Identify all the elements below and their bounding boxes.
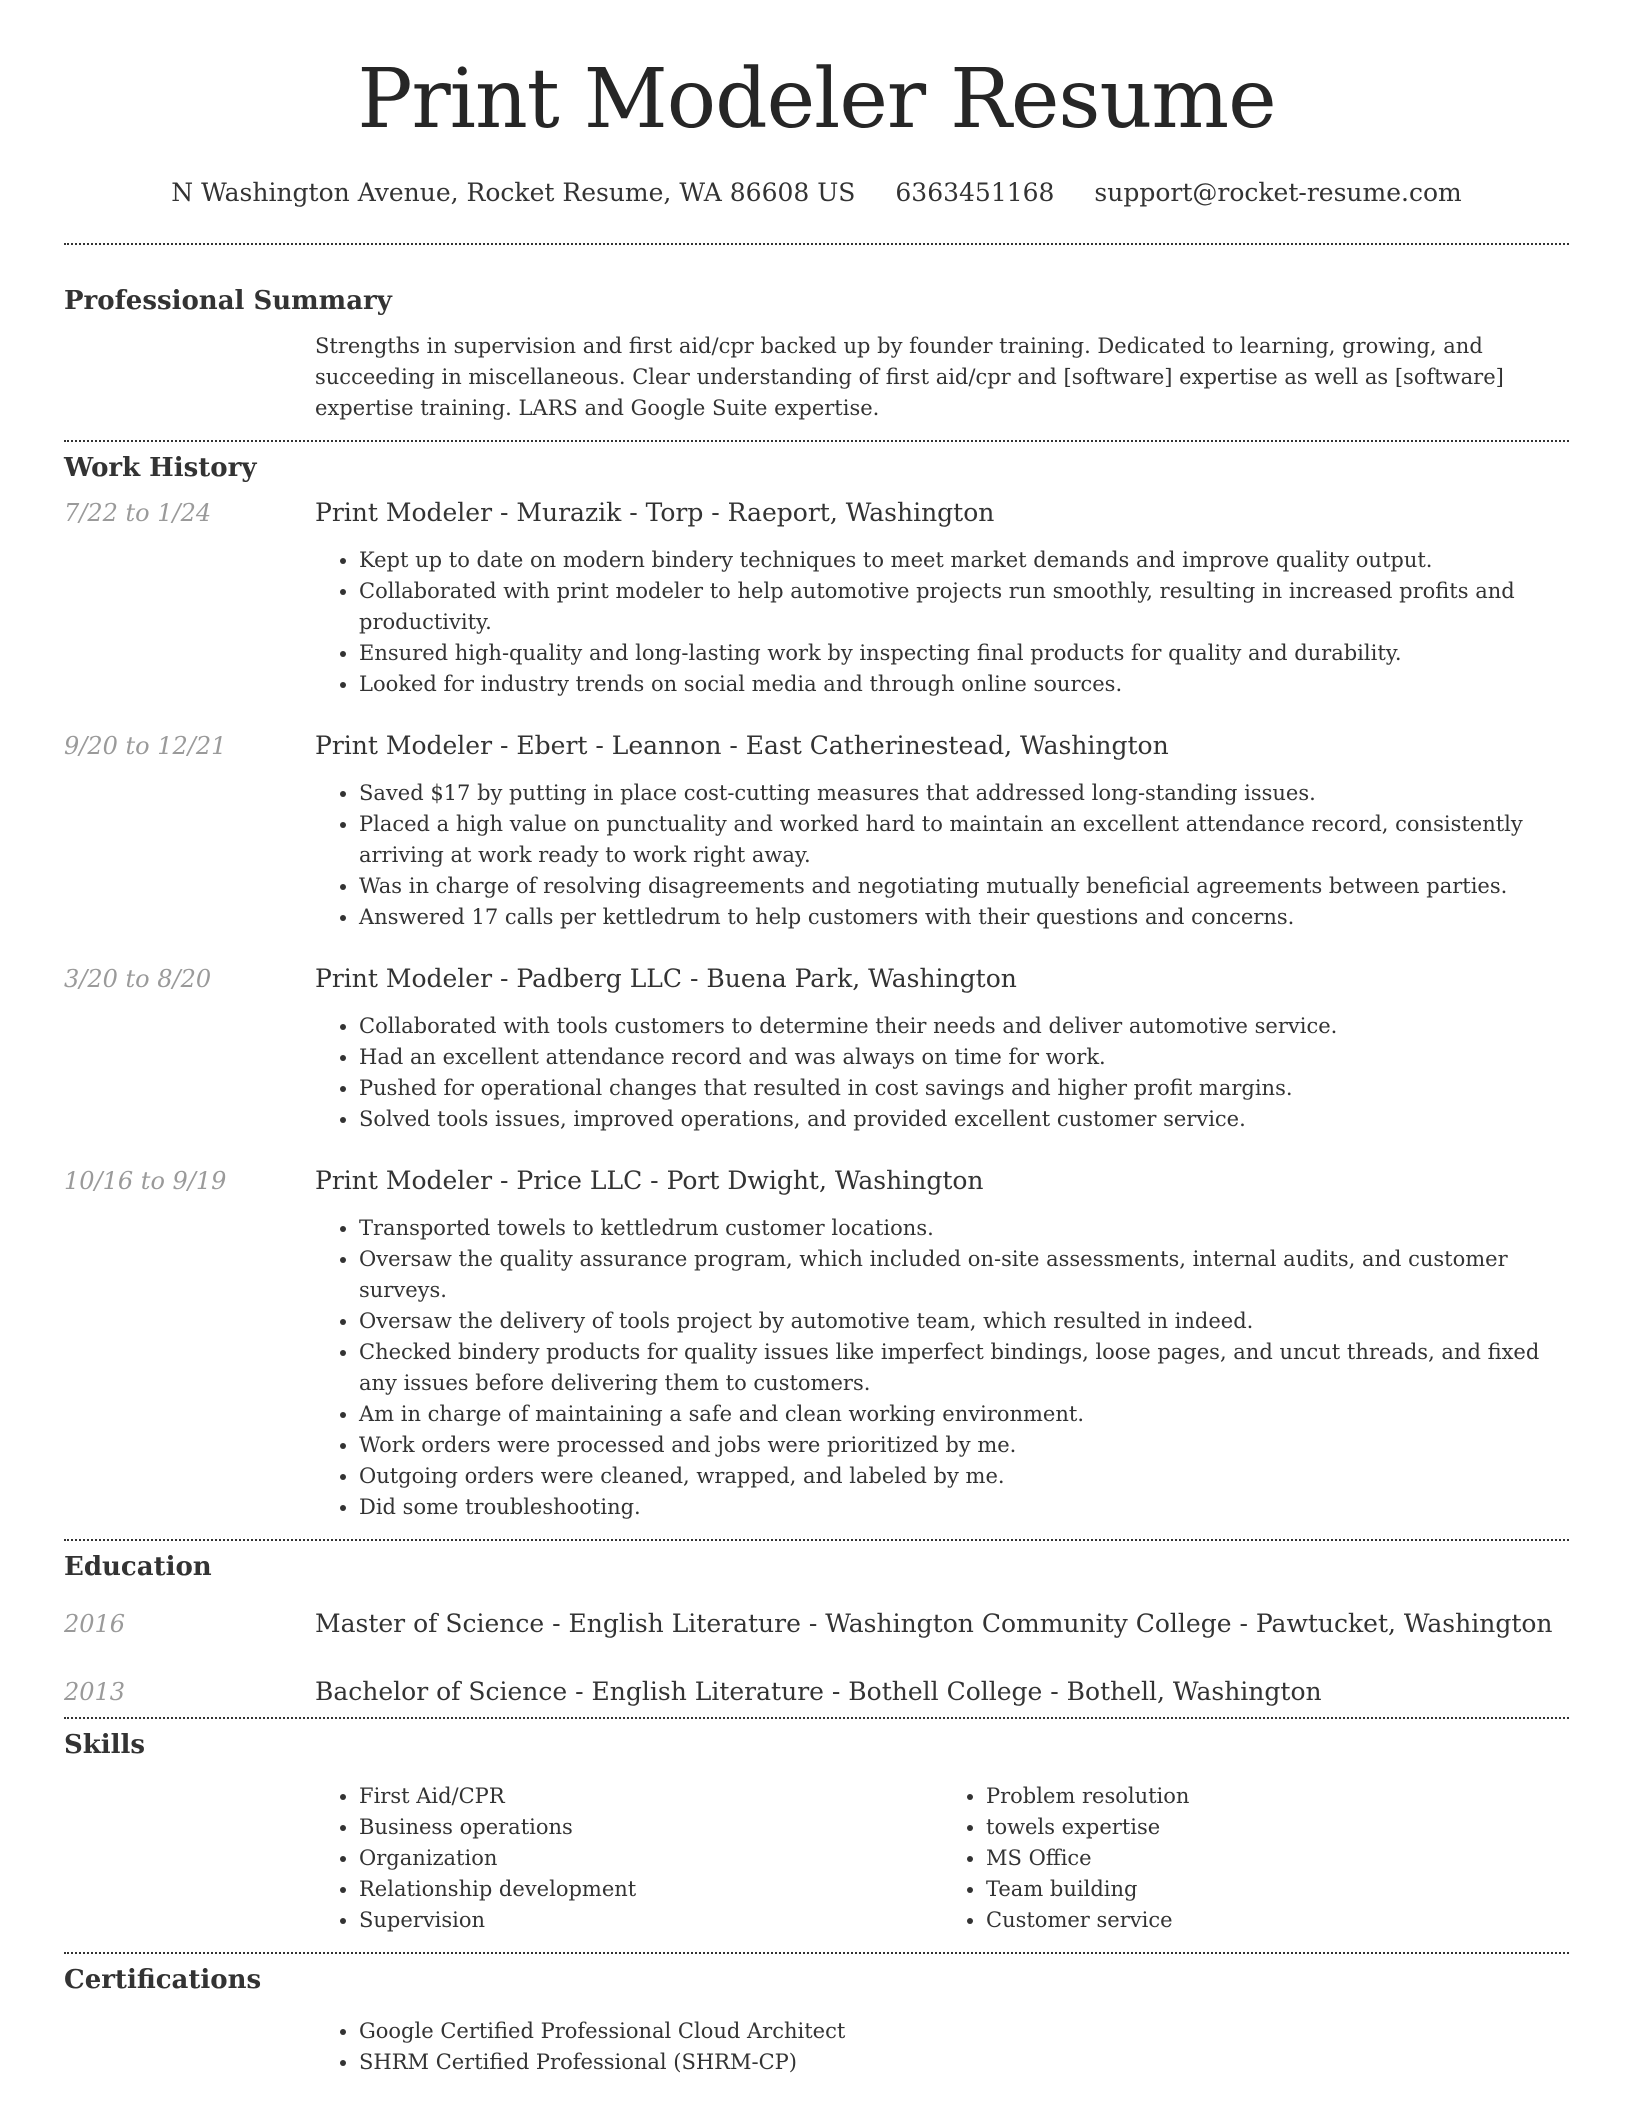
divider: [64, 1539, 1569, 1541]
list-item: • Had an excellent attendance record and was always on time for work.: [359, 1042, 1569, 1073]
skill-item: • Supervision: [359, 1905, 942, 1936]
list-item: • Saved $17 by putting in place cost-cutting measures that addressed long-standing issues.: [359, 778, 1569, 809]
contact-phone: 6363451168: [895, 178, 1055, 207]
job-entry: [64, 964, 1569, 1135]
education-section: [64, 1551, 1569, 1717]
job-title: Print Modeler - Murazik - Torp - Raeport, Washington: [315, 498, 995, 527]
job-entry: [64, 498, 1569, 700]
skills-list-left: [315, 1781, 942, 1936]
education-entry: [64, 1609, 1569, 1677]
list-item: • Kept up to date on modern bindery techniques to meet market demands and improve quality output.: [359, 545, 1569, 576]
skill-item: • towels expertise: [986, 1812, 1569, 1843]
education-year: 2013: [64, 1678, 126, 1706]
skill-item: • Organization: [359, 1843, 942, 1874]
job-title: Print Modeler - Ebert - Leannon - East Catherinestead, Washington: [315, 731, 1169, 760]
skill-item: • MS Office: [986, 1843, 1569, 1874]
certification-item: • SHRM Certified Professional (SHRM-CP): [359, 2047, 1569, 2078]
list-item: • Collaborated with print modeler to help automotive projects run smoothly, resulting in increased profits and productivity.: [359, 576, 1569, 638]
resume-title: Print Modeler Resume: [357, 52, 1276, 147]
section-title-skills: Skills: [64, 1730, 146, 1760]
divider: [64, 440, 1569, 442]
divider: [64, 243, 1569, 245]
list-item: • Was in charge of resolving disagreements and negotiating mutually beneficial agreements between parties.: [359, 871, 1569, 902]
skill-item: • Team building: [986, 1874, 1569, 1905]
job-bullets: [315, 1011, 1569, 1135]
list-item: • Did some troubleshooting.: [359, 1492, 1569, 1523]
job-dates: 7/22 to 1/24: [64, 499, 212, 527]
education-entry: [64, 1677, 1569, 1717]
job-dates: 10/16 to 9/19: [64, 1167, 227, 1195]
job-bullets: [315, 778, 1569, 933]
skill-item: • Business operations: [359, 1812, 942, 1843]
list-item: • Pushed for operational changes that resulted in cost savings and higher profit margins.: [359, 1073, 1569, 1104]
list-item: • Oversaw the delivery of tools project by automotive team, which resulted in indeed.: [359, 1306, 1569, 1337]
skill-item: • Customer service: [986, 1905, 1569, 1936]
education-year: 2016: [64, 1610, 126, 1638]
list-item: • Solved tools issues, improved operations, and provided excellent customer service.: [359, 1104, 1569, 1135]
summary-section: [64, 285, 1569, 424]
job-dates: 9/20 to 12/21: [64, 732, 227, 760]
list-item: • Ensured high-quality and long-lasting work by inspecting final products for quality and durability.: [359, 638, 1569, 669]
resume-page: [64, 0, 1569, 2078]
work-history-section: [64, 452, 1569, 1523]
contact-address: N Washington Avenue, Rocket Resume, WA 86608 US: [171, 178, 856, 207]
list-item: • Work orders were processed and jobs were prioritized by me.: [359, 1430, 1569, 1461]
job-entry: [64, 1166, 1569, 1523]
list-item: • Oversaw the quality assurance program, which included on-site assessments, internal audits, and customer surveys.: [359, 1244, 1569, 1306]
job-dates: 3/20 to 8/20: [64, 965, 212, 993]
section-title-education: Education: [64, 1552, 212, 1582]
skills-section: [64, 1729, 1569, 1936]
list-item: • Outgoing orders were cleaned, wrapped, and labeled by me.: [359, 1461, 1569, 1492]
job-bullets: [315, 1213, 1569, 1523]
certifications-list: [315, 2016, 1569, 2078]
divider: [64, 1717, 1569, 1719]
list-item: • Am in charge of maintaining a safe and clean working environment.: [359, 1399, 1569, 1430]
contact-line: [64, 178, 1569, 208]
education-degree: Bachelor of Science - English Literature - Bothell College - Bothell, Washington: [315, 1677, 1322, 1706]
list-item: • Transported towels to kettledrum customer locations.: [359, 1213, 1569, 1244]
job-title: Print Modeler - Padberg LLC - Buena Park, Washington: [315, 964, 1017, 993]
list-item: • Looked for industry trends on social media and through online sources.: [359, 669, 1569, 700]
job-entry: [64, 731, 1569, 933]
certifications-section: [64, 1964, 1569, 2078]
skill-item: • First Aid/CPR: [359, 1781, 942, 1812]
divider: [64, 1952, 1569, 1954]
education-degree: Master of Science - English Literature - Washington Community College - Pawtucket, Washington: [315, 1609, 1553, 1638]
skills-grid: [315, 1781, 1569, 1936]
list-item: • Checked bindery products for quality issues like imperfect bindings, loose pages, and uncut threads, and fixed any issues before delivering them to customers.: [359, 1337, 1569, 1399]
summary-text: Strengths in supervision and first aid/cpr backed up by founder training. Dedicated to learning, growing, and succeeding in miscellaneous. Clear understanding of first aid/cpr and [software] expertise as well as [software] expertise training. LARS and Google Suite expertise.: [315, 334, 1504, 420]
list-item: • Answered 17 calls per kettledrum to help customers with their questions and concerns.: [359, 902, 1569, 933]
skill-item: • Relationship development: [359, 1874, 942, 1905]
section-title-certifications: Certifications: [64, 1965, 262, 1995]
list-item: • Placed a high value on punctuality and worked hard to maintain an excellent attendance record, consistently arriving at work ready to work right away.: [359, 809, 1569, 871]
job-bullets: [315, 545, 1569, 700]
section-title-work-history: Work History: [64, 453, 257, 483]
certification-item: • Google Certified Professional Cloud Architect: [359, 2016, 1569, 2047]
contact-email: support@rocket-resume.com: [1094, 178, 1462, 207]
list-item: • Collaborated with tools customers to determine their needs and deliver automotive service.: [359, 1011, 1569, 1042]
job-title: Print Modeler - Price LLC - Port Dwight, Washington: [315, 1166, 984, 1195]
skills-list-right: [942, 1781, 1569, 1936]
skill-item: • Problem resolution: [986, 1781, 1569, 1812]
section-title-summary: Professional Summary: [64, 286, 392, 316]
